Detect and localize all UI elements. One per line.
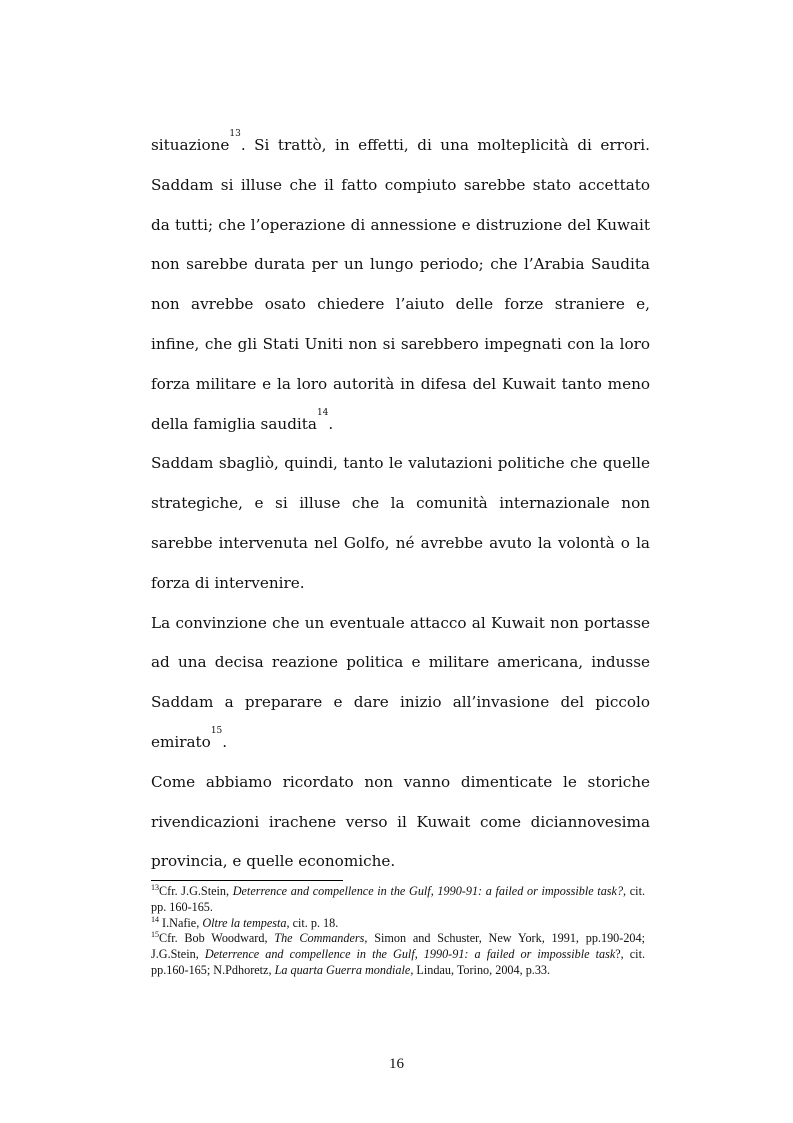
paragraph-text: situazione xyxy=(151,136,230,154)
footnote-reference: 14 xyxy=(316,407,329,418)
footnote-number: 13 xyxy=(151,882,159,892)
footnote-text: Lindau, Torino, 2004, p.33. xyxy=(413,962,551,977)
footnote-15 xyxy=(151,931,645,978)
footnote-13 xyxy=(151,884,645,916)
paragraph xyxy=(151,763,650,882)
footnote-separator xyxy=(151,880,343,881)
footnote-reference: 13 xyxy=(229,129,241,139)
footnote-text: Cfr. Bob Woodward, xyxy=(159,931,275,946)
paragraph-text: . Si trattò, in effetti, di una molteplicità di errori. Saddam si illuse che il fatto compiuto sarebbe stato accettato da tutti; che l’operazione di annessione e distruzione del Kuwait non sarebbe durata per un lungo periodo; che l’Arabia Saudita non avrebbe osato chiedere l’aiuto delle forze straniere e, infine, che gli Stati Uniti non si sarebbero impegnati con la loro forza militare e la loro autorità in difesa del Kuwait tanto meno della famiglia saudita xyxy=(151,136,650,433)
paragraph-text: . xyxy=(328,414,334,433)
footnote-14 xyxy=(151,916,645,932)
footnote-number: 14 xyxy=(151,914,159,924)
paragraph-text: Saddam sbagliò, quindi, tanto le valutazioni politiche che quelle strategiche, e si illuse che la comunità internazionale non sarebbe intervenuta nel Golfo, né avrebbe avuto la volontà o la forza di intervenire. xyxy=(151,454,650,592)
footnote-title: La quarta Guerra mondiale, xyxy=(274,962,414,977)
footnote-title: Oltre la tempesta, xyxy=(202,915,290,930)
footnote-text: I.Nafie, xyxy=(159,915,203,930)
footnote-text: Cfr. J.G.Stein, xyxy=(159,884,233,898)
footnote-text: cit. pp. 160-165. xyxy=(151,884,646,914)
footnote-text: cit. p. 18. xyxy=(289,915,339,930)
footnote-reference: 15 xyxy=(210,725,223,736)
paragraph xyxy=(151,444,650,603)
page-number: 16 xyxy=(389,1056,404,1072)
paragraph-text: . xyxy=(222,732,228,751)
footnote-text: ?, cit. pp.160-165; N.Pdhoretz, xyxy=(151,947,645,977)
footnotes xyxy=(151,884,645,979)
body-text xyxy=(151,126,650,882)
paragraph xyxy=(151,604,650,763)
footnote-number: 15 xyxy=(151,930,159,940)
paragraph xyxy=(151,126,650,444)
footnote-title: The Commanders, xyxy=(274,931,368,946)
paragraph-text: Come abbiamo ricordato non vanno dimenticate le storiche rivendicazioni irachene verso il Kuwait come diciannovesima provincia, e quelle economiche. xyxy=(151,772,650,871)
footnote-title: Deterrence and compellence in the Gulf, 1990-91: a failed or impossible task xyxy=(204,947,616,962)
footnote-title: Deterrence and compellence in the Gulf, 1990-91: a failed or impossible task?, xyxy=(232,884,627,898)
footnote-text: Simon and Schuster, New York, 1991, pp.190-204; J.G.Stein, xyxy=(151,931,645,962)
paragraph-text: La convinzione che un eventuale attacco al Kuwait non portasse ad una decisa reazione politica e militare americana, indusse Saddam a preparare e dare inizio all’invasione del piccolo emirato xyxy=(151,613,650,751)
